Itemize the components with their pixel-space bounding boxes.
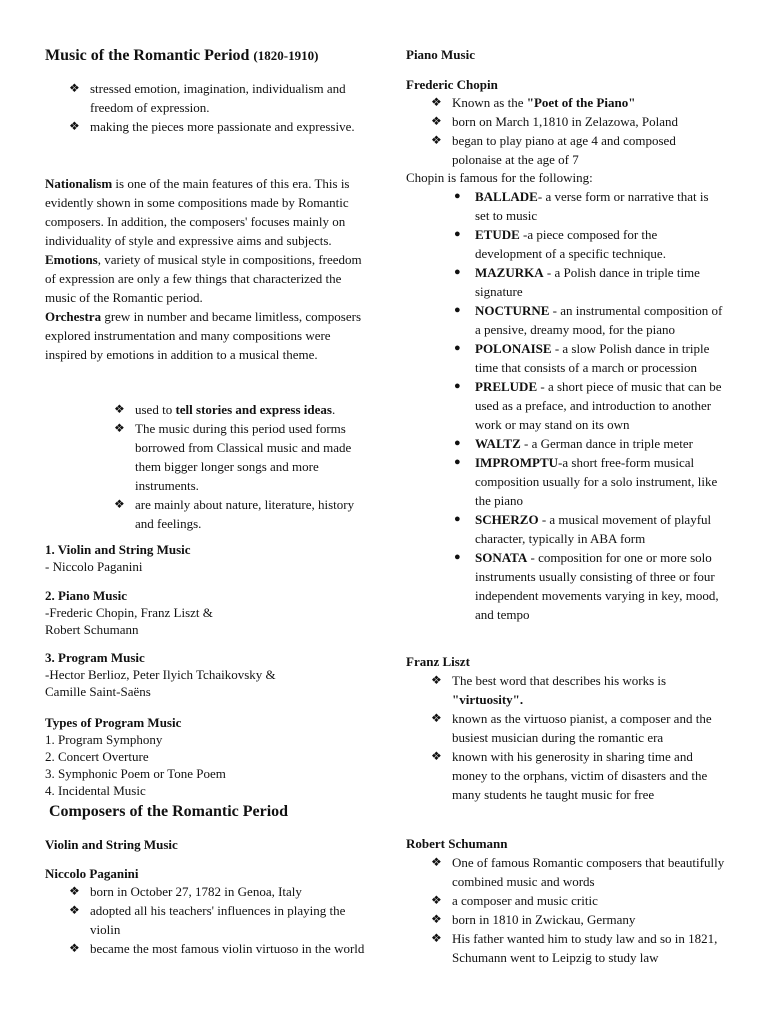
dot-bullet-icon: ●: [454, 304, 461, 316]
section-1-text: - Niccolo Paganini: [45, 559, 143, 574]
piano-heading: Piano Music: [406, 47, 475, 62]
dot-bullet-icon: ●: [454, 380, 461, 392]
diamond-bullet-icon: ❖: [431, 133, 442, 147]
intro-paragraphs: [45, 174, 363, 364]
violin-heading: Violin and String Music: [45, 837, 178, 852]
dot-bullet-icon: ●: [454, 456, 461, 468]
paganini-bullet-list: [69, 882, 365, 958]
schumann-heading: Robert Schumann: [406, 836, 508, 851]
orchestra-bullet-list: [114, 400, 365, 533]
liszt-heading: Franz Liszt: [406, 654, 470, 669]
liszt-bullet-list: [431, 671, 727, 804]
list-item: ❖ born in October 27, 1782 in Genoa, Italy: [69, 884, 302, 899]
list-item: ● WALTZ - a German dance in triple meter: [454, 436, 693, 451]
diamond-bullet-icon: ❖: [431, 855, 442, 869]
section-2-line: Robert Schumann: [45, 622, 139, 637]
list-item: ● SONATA - composition for one or more solo instruments usually consisting of three or four independent movements varying in key, mood, and tempo: [454, 550, 719, 622]
diamond-bullet-icon: ❖: [431, 95, 442, 109]
composers-title: Composers of the Romantic Period: [49, 803, 289, 820]
dot-bullet-icon: ●: [454, 190, 461, 202]
list-item: ❖ The music during this period used forms borrowed from Classical music and made them bigger longer songs and more instruments.: [114, 421, 352, 493]
chopin-bullet-list: [431, 93, 727, 169]
title-years: (1820-1910): [253, 48, 319, 63]
list-item: ● IMPROMPTU-a short free-form musical composition usually for a solo instrument, like the piano: [454, 455, 718, 508]
list-item: ❖ began to play piano at age 4 and composed polonaise at the age of 7: [431, 133, 676, 167]
section-3-line: Camille Saint-Saëns: [45, 684, 151, 699]
list-item: ❖ adopted all his teachers' influences in playing the violin: [69, 903, 346, 937]
diamond-bullet-icon: ❖: [431, 912, 442, 926]
diamond-bullet-icon: ❖: [69, 903, 80, 917]
list-item: 1. Program Symphony: [45, 732, 163, 747]
list-item: ● BALLADE- a verse form or narrative that is set to music: [454, 189, 709, 223]
page-title: [45, 46, 318, 65]
list-item: ❖ a composer and music critic: [431, 893, 598, 908]
section-1: [45, 541, 363, 575]
section-2-title: 2. Piano Music: [45, 588, 127, 603]
list-item: ❖ stressed emotion, imagination, individualism and freedom of expression.: [69, 81, 346, 115]
list-item: 2. Concert Overture: [45, 749, 149, 764]
types-section: [45, 714, 363, 799]
diamond-bullet-icon: ❖: [69, 941, 80, 955]
list-item: ❖ born on March 1,1810 in Zelazowa, Poland: [431, 114, 679, 129]
diamond-bullet-icon: ❖: [431, 673, 442, 687]
dot-bullet-icon: ●: [454, 551, 461, 563]
orchestra-paragraph: Orchestra grew in number and became limitless, composers explored instrumentation and many compositions were inspired by emotions in addition to a musical theme.: [45, 309, 362, 362]
dot-bullet-icon: ●: [454, 437, 461, 449]
diamond-bullet-icon: ❖: [431, 749, 442, 763]
diamond-bullet-icon: ❖: [69, 81, 80, 95]
nationalism-paragraph: Nationalism is one of the main features of this era. This is evidently shown in some compositions made by Romantic composers. In addition, the composers' focuses mainly on individuality of style and expressive aims and subjects.: [45, 176, 350, 248]
dot-bullet-icon: ●: [454, 513, 461, 525]
list-item: ● NOCTURNE - an instrumental composition of a pensive, dreamy mood, for the piano: [454, 303, 723, 337]
diamond-bullet-icon: ❖: [431, 114, 442, 128]
diamond-bullet-icon: ❖: [69, 884, 80, 898]
section-1-title: 1. Violin and String Music: [45, 542, 191, 557]
list-item: ❖ known with his generosity in sharing time and money to the orphans, victim of disasters and the many students he taught music for free: [431, 749, 708, 802]
section-3: [45, 649, 363, 700]
list-item: ❖ Known as the "Poet of the Piano": [431, 95, 636, 110]
list-item: ❖ became the most famous violin virtuoso in the world: [69, 941, 365, 956]
list-item: ❖ The best word that describes his works is "virtuosity".: [431, 673, 667, 707]
list-item: 3. Symphonic Poem or Tone Poem: [45, 766, 226, 781]
list-item: ❖ born in 1810 in Zwickau, Germany: [431, 912, 636, 927]
list-item: ● ETUDE -a piece composed for the development of a specific technique.: [454, 227, 666, 261]
section-3-line: -Hector Berlioz, Peter Ilyich Tchaikovsky &: [45, 667, 276, 682]
famous-intro: Chopin is famous for the following:: [406, 170, 593, 185]
list-item: ❖ used to tell stories and express ideas.: [114, 402, 336, 417]
emotions-paragraph: Emotions, variety of musical style in compositions, freedom of expression are only a few things that characterized the music of the Romantic period.: [45, 252, 362, 305]
dot-bullet-icon: ●: [454, 266, 461, 278]
list-item: ● MAZURKA - a Polish dance in triple time signature: [454, 265, 700, 299]
chopin-forms-list: [454, 187, 725, 624]
diamond-bullet-icon: ❖: [69, 119, 80, 133]
schumann-bullet-list: [431, 853, 727, 967]
chopin-heading: Frederic Chopin: [406, 77, 498, 92]
types-title: Types of Program Music: [45, 715, 182, 730]
paganini-heading: Niccolo Paganini: [45, 866, 139, 881]
list-item: ❖ One of famous Romantic composers that beautifully combined music and words: [431, 855, 725, 889]
intro-bullet-list: [69, 79, 365, 136]
diamond-bullet-icon: ❖: [431, 893, 442, 907]
list-item: ❖ are mainly about nature, literature, history and feelings.: [114, 497, 355, 531]
list-item: ❖ known as the virtuoso pianist, a composer and the busiest musician during the romantic era: [431, 711, 712, 745]
section-2-line: -Frederic Chopin, Franz Liszt &: [45, 605, 213, 620]
section-3-title: 3. Program Music: [45, 650, 145, 665]
section-2: [45, 587, 363, 638]
diamond-bullet-icon: ❖: [114, 402, 125, 416]
list-item: ❖ His father wanted him to study law and so in 1821, Schumann went to Leipzig to study law: [431, 931, 718, 965]
diamond-bullet-icon: ❖: [431, 711, 442, 725]
list-item: ● SCHERZO - a musical movement of playful character, typically in ABA form: [454, 512, 712, 546]
title-text: Music of the Romantic Period: [45, 47, 250, 64]
diamond-bullet-icon: ❖: [114, 421, 125, 435]
diamond-bullet-icon: ❖: [431, 931, 442, 945]
list-item: 4. Incidental Music: [45, 783, 146, 798]
dot-bullet-icon: ●: [454, 228, 461, 240]
list-item: ● PRELUDE - a short piece of music that can be used as a preface, and introduction to another work or may stand on its own: [454, 379, 722, 432]
list-item: ● POLONAISE - a slow Polish dance in triple time that consists of a march or procession: [454, 341, 710, 375]
diamond-bullet-icon: ❖: [114, 497, 125, 511]
dot-bullet-icon: ●: [454, 342, 461, 354]
list-item: ❖ making the pieces more passionate and expressive.: [69, 119, 355, 134]
